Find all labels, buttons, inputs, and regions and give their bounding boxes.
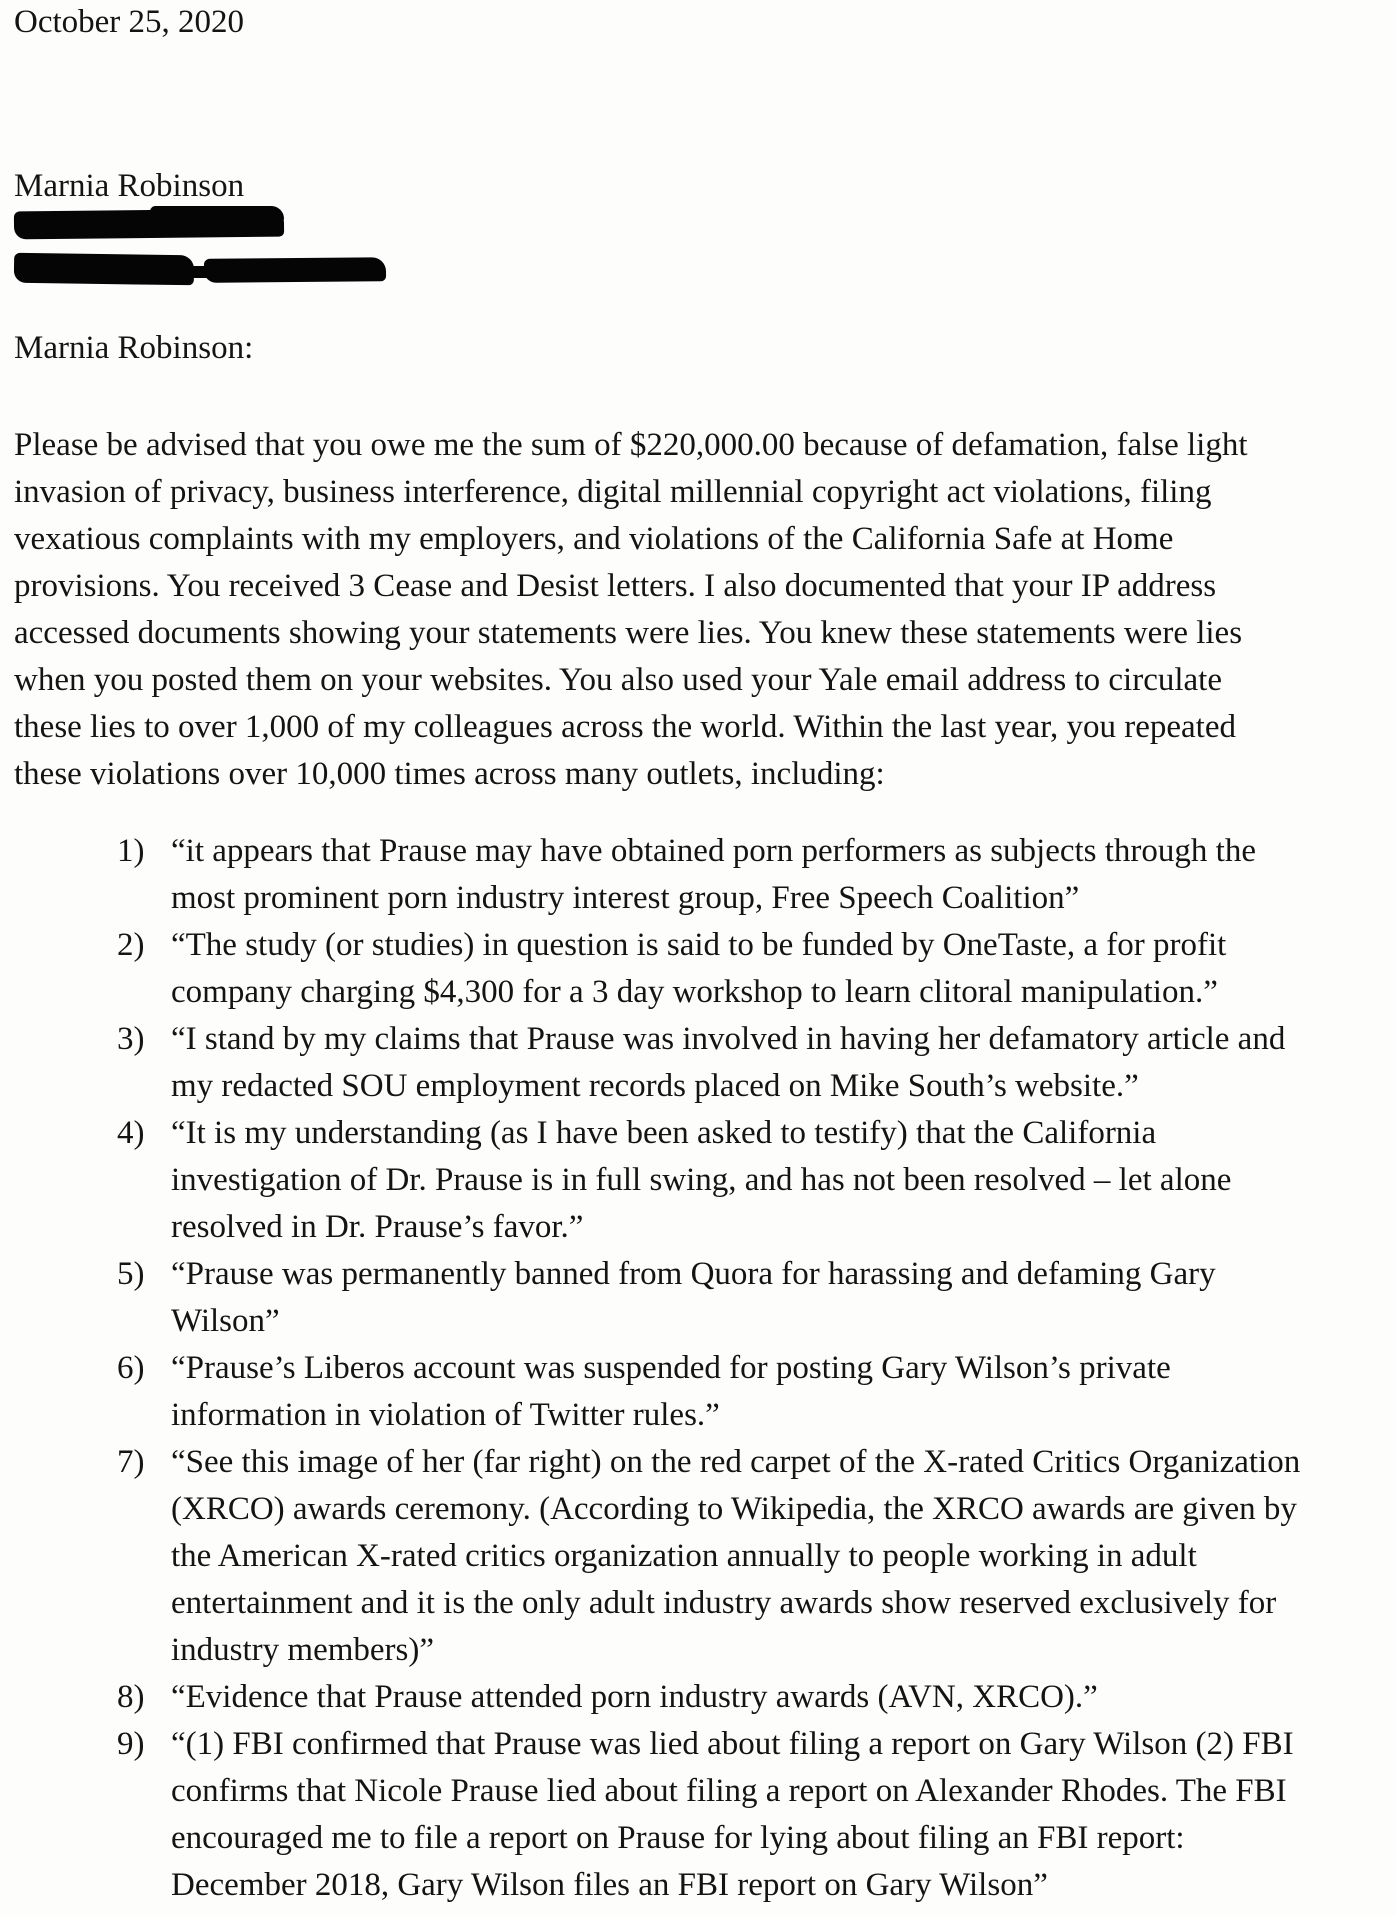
statement-text: [171, 1016, 1397, 1110]
statement-text: [171, 1439, 1397, 1674]
statement-line: resolved in Dr. Prause’s favor.”: [171, 1209, 584, 1245]
statement-line: entertainment and it is the only adult industry awards show reserved exclusively for: [171, 1585, 1277, 1621]
statement-text: [171, 1721, 1397, 1909]
quoted-statement: [0, 828, 1397, 922]
salutation: Marnia Robinson:: [14, 330, 254, 366]
statement-line: my redacted SOU employment records placed on Mike South’s website.”: [171, 1068, 1139, 1104]
statement-line: “it appears that Prause may have obtained porn performers as subjects through the: [171, 833, 1256, 869]
letter-date: October 25, 2020: [14, 4, 245, 40]
statement-number: 3): [117, 1021, 145, 1057]
statement-line: company charging $4,300 for a 3 day workshop to learn clitoral manipulation.”: [171, 974, 1218, 1010]
intro-line: provisions. You received 3 Cease and Desist letters. I also documented that your IP address: [14, 568, 1217, 604]
intro-line: these violations over 10,000 times across many outlets, including:: [14, 756, 885, 792]
statement-line: “Evidence that Prause attended porn industry awards (AVN, XRCO).”: [171, 1679, 1098, 1715]
statement-line: investigation of Dr. Prause is in full swing, and has not been resolved – let alone: [171, 1162, 1232, 1198]
intro-line: Please be advised that you owe me the sum of $220,000.00 because of defamation, false light: [14, 427, 1248, 463]
statement-line: “I stand by my claims that Prause was involved in having her defamatory article and: [171, 1021, 1286, 1057]
intro-line: these lies to over 1,000 of my colleagues across the world. Within the last year, you repeated: [14, 709, 1236, 745]
redaction-mark: [204, 257, 386, 283]
quoted-statement: [0, 1251, 1397, 1345]
statement-number: 2): [117, 927, 145, 963]
statement-line: information in violation of Twitter rules.”: [171, 1397, 720, 1433]
statement-line: (XRCO) awards ceremony. (According to Wikipedia, the XRCO awards are given by: [171, 1491, 1297, 1527]
statement-line: “It is my understanding (as I have been asked to testify) that the California: [171, 1115, 1157, 1151]
quoted-statement: [0, 1110, 1397, 1251]
statement-line: confirms that Nicole Prause lied about filing a report on Alexander Rhodes. The FBI: [171, 1773, 1287, 1809]
statement-text: [171, 1674, 1397, 1721]
intro-line: when you posted them on your websites. You also used your Yale email address to circulate: [14, 662, 1222, 698]
statement-line: “See this image of her (far right) on the red carpet of the X-rated Critics Organization: [171, 1444, 1301, 1480]
intro-line: vexatious complaints with my employers, and violations of the California Safe at Home: [14, 521, 1174, 557]
statement-line: “Prause’s Liberos account was suspended for posting Gary Wilson’s private: [171, 1350, 1171, 1386]
intro-line: accessed documents showing your statements were lies. You knew these statements were lies: [14, 615, 1243, 651]
statement-number: 4): [117, 1115, 145, 1151]
statement-number: 9): [117, 1726, 145, 1762]
statement-number: 5): [117, 1256, 145, 1292]
intro-line: invasion of privacy, business interference, digital millennial copyright act violations, filing: [14, 474, 1212, 510]
statement-line: “The study (or studies) in question is said to be funded by OneTaste, a for profit: [171, 927, 1227, 963]
quoted-statement: [0, 1721, 1397, 1909]
statement-number: 6): [117, 1350, 145, 1386]
redaction-mark: [14, 253, 194, 286]
statement-line: “(1) FBI confirmed that Prause was lied about filing a report on Gary Wilson (2) FBI: [171, 1726, 1294, 1762]
statement-text: [171, 1110, 1397, 1251]
statement-text: [171, 828, 1397, 922]
statement-line: encouraged me to file a report on Prause for lying about filing an FBI report:: [171, 1820, 1185, 1856]
statement-line: most prominent porn industry interest group, Free Speech Coalition”: [171, 880, 1080, 916]
statement-line: Wilson”: [171, 1303, 280, 1339]
statement-line: industry members)”: [171, 1632, 435, 1668]
quoted-statement: [0, 1345, 1397, 1439]
statement-number: 1): [117, 833, 145, 869]
addressee-name: Marnia Robinson: [14, 168, 245, 204]
quoted-statement: [0, 1439, 1397, 1674]
quoted-statement: [0, 1016, 1397, 1110]
statement-line: December 2018, Gary Wilson files an FBI report on Gary Wilson”: [171, 1867, 1048, 1903]
quoted-statements-list: [0, 828, 1397, 1909]
statement-text: [171, 1345, 1397, 1439]
quoted-statement: [0, 1674, 1397, 1721]
statement-number: 8): [117, 1679, 145, 1715]
quoted-statement: [0, 922, 1397, 1016]
redaction-mark: [14, 209, 284, 240]
statement-line: “Prause was permanently banned from Quora for harassing and defaming Gary: [171, 1256, 1216, 1292]
statement-text: [171, 1251, 1397, 1345]
statement-text: [171, 922, 1397, 1016]
intro-paragraph: [14, 422, 1384, 798]
statement-line: the American X-rated critics organization annually to people working in adult: [171, 1538, 1197, 1574]
statement-number: 7): [117, 1444, 145, 1480]
